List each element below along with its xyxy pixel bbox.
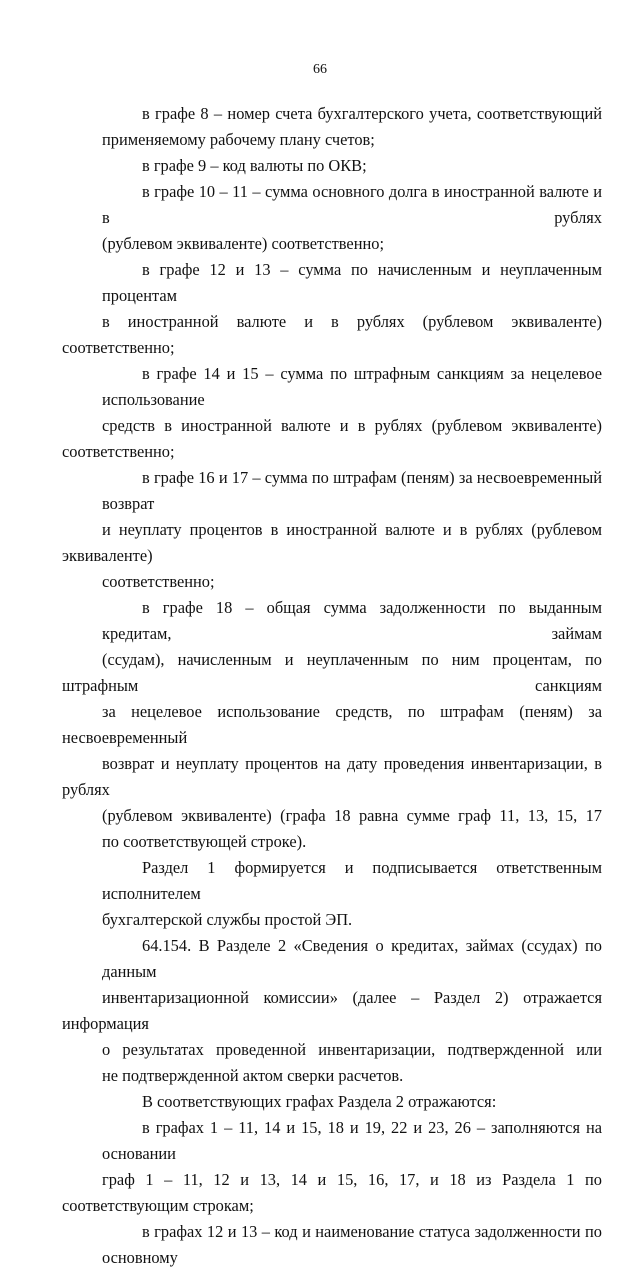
text-line: о результатах проведенной инвентаризации, подтвержденной или — [102, 1040, 602, 1059]
text-line: за нецелевое использование средств, по штрафам (пеням) за несвоевременный — [62, 702, 602, 747]
paragraph — [62, 101, 602, 153]
paragraph — [62, 153, 602, 179]
text-line: в иностранной валюте и в рублях (рублевом эквиваленте) соответственно; — [62, 312, 602, 357]
text-line: в графе 9 – код валюты по ОКВ; — [142, 156, 367, 175]
document-body — [62, 101, 602, 1271]
text-line: инвентаризационной комиссии» (далее – Раздел 2) отражается информация — [62, 988, 602, 1033]
text-line: (рублевом эквиваленте) соответственно; — [102, 234, 384, 253]
text-line: В соответствующих графах Раздела 2 отражаются: — [142, 1092, 497, 1111]
text-line: граф 1 – 11, 12 и 13, 14 и 15, 16, 17, и 18 из Раздела 1 по соответствующим строкам; — [62, 1170, 602, 1215]
text-line: не подтвержденной актом сверки расчетов. — [102, 1066, 404, 1085]
page-number: 66 — [313, 62, 327, 77]
paragraph — [62, 1089, 602, 1115]
paragraph — [62, 361, 602, 465]
paragraph — [62, 257, 602, 361]
text-line: по соответствующей строке). — [102, 832, 307, 851]
text-line: в графе 14 и 15 – сумма по штрафным санкциям за нецелевое использование — [102, 364, 602, 409]
text-line: в графе 12 и 13 – сумма по начисленным и неуплаченным процентам — [102, 260, 602, 305]
text-line: средств в иностранной валюте и в рублях (рублевом эквиваленте) соответственно; — [62, 416, 602, 461]
text-line: в графе 10 – 11 – сумма основного долга в иностранной валюте и в рублях — [102, 182, 602, 227]
paragraph — [62, 179, 602, 257]
text-line: применяемому рабочему плану счетов; — [102, 130, 375, 149]
text-line: в графе 16 и 17 – сумма по штрафам (пеням) за несвоевременный возврат — [102, 468, 602, 513]
text-line: в графах 12 и 13 – код и наименование статуса задолженности по основному — [102, 1222, 602, 1267]
text-line: 64.154. В Разделе 2 «Сведения о кредитах, займах (ссудах) по данным — [102, 936, 602, 981]
paragraph — [62, 595, 602, 855]
text-line: (ссудам), начисленным и неуплаченным по ним процентам, по штрафным санкциям — [62, 650, 602, 695]
text-line: в графе 8 – номер счета бухгалтерского учета, соответствующий — [142, 104, 602, 123]
text-line: соответственно; — [102, 572, 215, 591]
paragraph — [62, 1115, 602, 1219]
text-line: в графе 18 – общая сумма задолженности по выданным кредитам, займам — [102, 598, 602, 643]
text-line: и неуплату процентов в иностранной валюте и в рублях (рублевом эквиваленте) — [62, 520, 602, 565]
paragraph — [62, 933, 602, 1089]
text-line: возврат и неуплату процентов на дату проведения инвентаризации, в рублях — [62, 754, 602, 799]
text-line: в графах 1 – 11, 14 и 15, 18 и 19, 22 и 23, 26 – заполняются на основании — [102, 1118, 602, 1163]
text-line: (рублевом эквиваленте) (графа 18 равна сумме граф 11, 13, 15, 17 — [102, 806, 602, 825]
paragraph — [62, 465, 602, 595]
text-line: Раздел 1 формируется и подписывается ответственным исполнителем — [102, 858, 602, 903]
paragraph — [62, 855, 602, 933]
paragraph — [62, 1219, 602, 1271]
text-line: бухгалтерской службы простой ЭП. — [102, 910, 353, 929]
